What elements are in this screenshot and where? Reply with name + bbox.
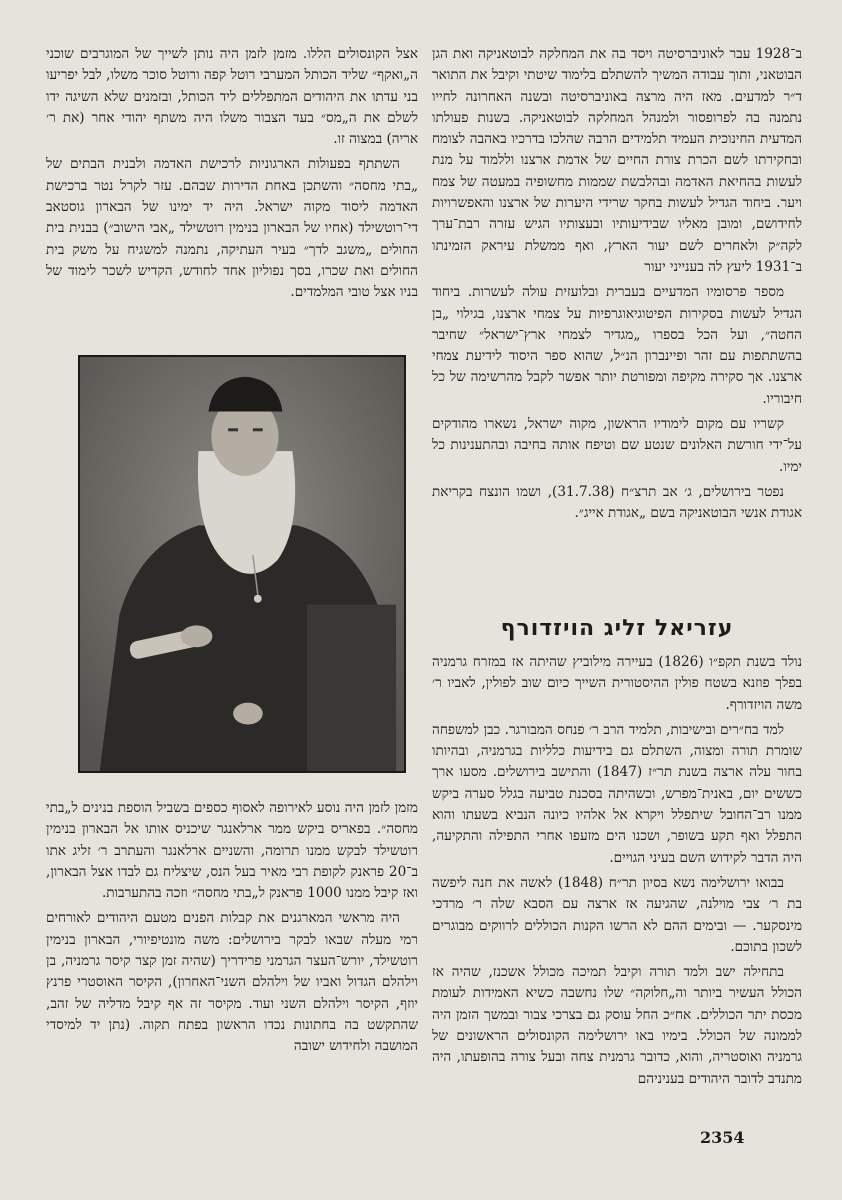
paragraph: נפטר בירושלים, ג׳ אב תרצ״ח (31.7.38), ושמו הונצח בקריאת אגודת אנשי הבוטאניקה בשם „אגודת אייג״.: [432, 483, 802, 522]
paragraph: בתחילה ישב ולמד תורה וקיבל תמיכה מכולל אשכנז, שהיה אז הכולל העשיר ביותר וה„חלוקה״ שלו נחשבה כשיא האמידות לעומת מכסת יתר הכוללים. אח״כ החל עוסק גם בצרכי צבור ובמשך הזמן היה לממונה של הכולל. בימיו באו ירושלימה הקונסולים הראשונים של גרמניה ואוסטריה, והוא, כדובר גרמנית צחה ובעל צורה בהופעתו, היה מתנדב לדובר היהודים בעניניהם: [432, 964, 802, 1087]
paragraph: בבואו ירושלימה נשא בסיון תר״ח (1848) לאשה את חנה ליפשה בת ר׳ צבי מוילנה, שהגיעה אז ארצה עם הסבא שלה ר׳ מרדכי מינסקער. — ובימים ההם לא הרשו הקנות הכוללים לרווקים מבוגרים לשכון בתוכם.: [432, 874, 802, 955]
text-column-right-bottom: [432, 652, 802, 1094]
paragraph: מזמן לזמן היה נוסע לאירופה לאסוף כספים בשביל הוספת בנינים ל„בתי מחסה״. בפאריס ביקש ממר ארלאנגר שיכניס אותו אל הבארון בנימין רוטשילד לבקש ממנו תרומה, והשניים ארלאנגר והעתרב ר׳ זליג אתו ב־20 פראנק לקופת רבי מאיר בעל הנס, שיצליח גם לבדו אצל הבארון, ואז קיבל ממנו 1000 פראנק ל„בתי מחסה״ וזכה בהתערבות.: [46, 800, 418, 902]
paragraph: למד בח״רים ובישיבות, תלמיד הרב ר׳ פנחס המבורגר. כבן למשפחה שומרת תורה ומצוה, השתלם גם בידיעות כלליות בגרמניה, ובהיותו בחור עלה ארצה בשנת תר״ז (1847) והתישב בירושלים. מסעו ארך כששים יום, באנית־מפרש, וכשהיתה בסכנת טביעה בגלל סערה ביקש ממנו רב־החובל שיתפלל ויקרא אל אלהיו כיונה הנביא בשעתו והוא התפלל ואף תקע בשופר, ושכנו הים מזעפו אחרי התפילה והתקיעה, היה הדבר לקידוש השם בעיני הגויים.: [432, 721, 803, 866]
paragraph: קשריו עם מקום לימודיו הראשון, מקוה ישראל, נשארו מהודקים על־ידי חורשת האלונים שנטע שם וטיפח אותה בחיבה ובהתענינות כל ימיו.: [432, 416, 802, 475]
paragraph: השתתף בפעולות הארגוניות לרכישת האדמה ולבנית הבתים של „בתי מחסה״ והשתכן באחת הדירות שבהם. עזר לקרל נטר ברכישת האדמה ליסוד מקוה ישראל. היה יד ימינו של הבארון גוסטאב די־רוטשילד (אחיו של הבארון בנימין רוטשילד „אבי הישוב״) בבנית בית החולים „משגב לדך״ בעיר העתיקה, נתמנה למשגיח על משק בית החולים ואת שכרו, בסך נפוליון אחד לחודש, הקדיש לשכר לימוד של בניו אצל טובי המלמדים.: [46, 156, 418, 301]
portrait-photo: [78, 355, 406, 773]
paragraph: אצל הקונסולים הללו. מזמן לזמן היה נותן לשייך של המוגרבים שוכני ה„ואקף״ שליד הכותל המערבי רוטל קפה ורוטל סוכר משלו, לבל יפריעו בני עדתו את היהודים המתפללים ליד הכותל, ובזמנים שלא השיגה ידו לשלם את ה„מס״ בעד הצבור משלו היה משתף יהודי אחר (את ר׳ אריה) במצוה זו.: [46, 46, 418, 148]
paragraph: נולד בשנת תקפ״ו (1826) בעיירה מילוביץ שהיתה אז במזרח גרמניה בפלך פוזנא בשטח פולין ההיסטורית השייך כיום שוב לפולין, לאביו ר׳ משה הויזדורף.: [432, 654, 802, 713]
paragraph: מספר פרסומיו המדעיים בעברית ובלועזית עולה לעשרות. ביחוד הגדיל לעשות בסקירות הפיטוגיאוגרפיות על צמחי ארצנו, בגילוי „בן החטה״, ועל הכל בספרו „מגדיר לצמחי ארץ־ישראל״ שחיבר בהשתתפות עם זהר ופיינברון הנ״ל, שהוא ספר היסוד לידיעת צמחי ארצנו. אך סקירה מקיפה ומפורטת יותר אפשר לקבל מהרשימה של כל חיבוריו.: [432, 284, 802, 407]
text-column-left-top: [46, 44, 418, 308]
paragraph: היה מראשי המארגנים את קבלות הפנים מטעם היהודים לאורחים רמי מעלה שבאו לבקר בירושלים: משה מונטיפיורי, הבארון בנימין רוטשילד, יורש־העצר הגרמני פרידריך (שהיה זמן קצר קיסר גרמניה, בן וילהלם הגדול ואביו של וילהלם השני־האחרון), הקיסר האוסטרי פרנץ יוזף, הקיסר וילהלם השני ועוד. מקיסר זה אף קיבל מדליה של זהב, שהתקשט בה בחתונות נכדו הראשון בפתח תקוה. (נתן יד למיסדי המושבה ולחידוש ישובה: [46, 910, 418, 1055]
text-column-right-top: [432, 44, 802, 529]
paragraph: ב־1928 עבר לאוניברסיטה ויסד בה את המחלקה לבוטאניקה ואת הגן הבוטאני, ותוך עבודה המשיך להשתלם בלימוד שיטתי וקיבל את התואר ד״ר למדעים. מאז היה מרצה באוניברסיטה ובשנה האחרונה לחייו נתמנה בה לפרופסור ולמנהל המחלקה לבוטאניקה. בשנות פעולתו המדעית החינוכית העמיד תלמידים הרבה שהלכו בדרכיו באהבה לצומח ובחקירתו לשם הכרת צורת החיים של אדמת ארצנו וללמוד על מנת לעשות בהחיאת האדמה ובהלבשת שממות מחשופיה במעטה של צמח ויער. ביחוד הגדיל לעשות בחקר שרידי היערות של ארצנו והאפשרויות לחידושם, ומובן מאליו שבידיעותיו ובעצותיו הגיש עזרה רבת־ערך לקה״ק ולאחרים לשם יעור הארץ, ואף ממשלת עיראק הזמינתו ב־1931 ליעץ לה בענייני יעור: [432, 46, 802, 275]
page-number: 2354: [700, 1128, 745, 1147]
text-column-left-bottom: [46, 798, 418, 1062]
section-title: עזריאל זליג הויזדורף: [500, 616, 734, 641]
